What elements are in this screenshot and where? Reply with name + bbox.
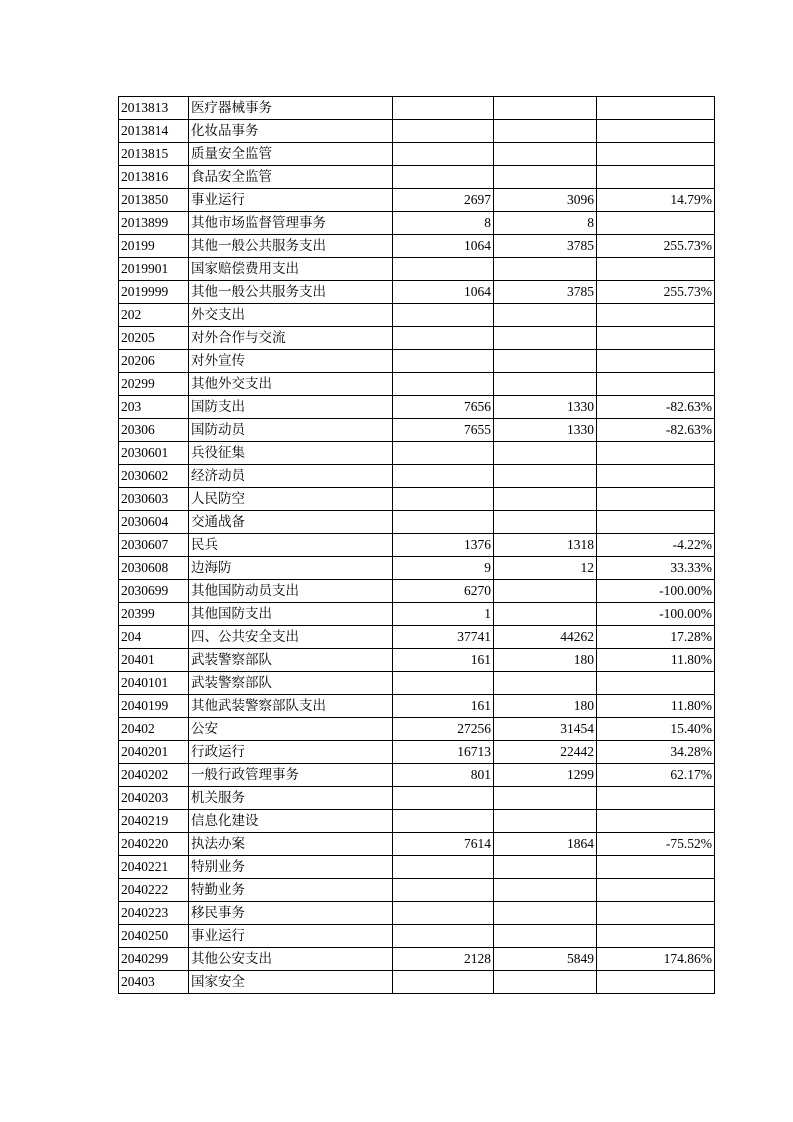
code-cell: 2040202 — [119, 764, 189, 787]
current-amount-cell — [494, 580, 597, 603]
current-amount-cell — [494, 902, 597, 925]
prior-amount-cell: 6270 — [393, 580, 494, 603]
current-amount-cell: 180 — [494, 695, 597, 718]
table-row — [119, 695, 715, 718]
code-cell: 20299 — [119, 373, 189, 396]
change-percent-cell: -82.63% — [597, 419, 715, 442]
prior-amount-cell — [393, 925, 494, 948]
code-cell: 2030699 — [119, 580, 189, 603]
current-amount-cell: 8 — [494, 212, 597, 235]
item-name-cell: 特别业务 — [189, 856, 393, 879]
item-name-cell: 人民防空 — [189, 488, 393, 511]
item-name-cell: 国家安全 — [189, 971, 393, 994]
code-cell: 20306 — [119, 419, 189, 442]
current-amount-cell — [494, 856, 597, 879]
code-cell: 2040101 — [119, 672, 189, 695]
prior-amount-cell — [393, 304, 494, 327]
code-cell: 2030607 — [119, 534, 189, 557]
code-cell: 2040223 — [119, 902, 189, 925]
table-row — [119, 442, 715, 465]
item-name-cell: 事业运行 — [189, 925, 393, 948]
table-row — [119, 534, 715, 557]
change-percent-cell — [597, 97, 715, 120]
change-percent-cell — [597, 373, 715, 396]
prior-amount-cell: 27256 — [393, 718, 494, 741]
code-cell: 20199 — [119, 235, 189, 258]
prior-amount-cell — [393, 373, 494, 396]
prior-amount-cell — [393, 810, 494, 833]
item-name-cell: 四、公共安全支出 — [189, 626, 393, 649]
change-percent-cell: -82.63% — [597, 396, 715, 419]
item-name-cell: 国防支出 — [189, 396, 393, 419]
current-amount-cell: 12 — [494, 557, 597, 580]
prior-amount-cell — [393, 143, 494, 166]
change-percent-cell — [597, 465, 715, 488]
change-percent-cell: 11.80% — [597, 649, 715, 672]
item-name-cell: 其他公安支出 — [189, 948, 393, 971]
table-row — [119, 718, 715, 741]
table-row — [119, 925, 715, 948]
current-amount-cell: 3785 — [494, 235, 597, 258]
code-cell: 2030603 — [119, 488, 189, 511]
item-name-cell: 信息化建设 — [189, 810, 393, 833]
current-amount-cell — [494, 971, 597, 994]
table-row — [119, 465, 715, 488]
code-cell: 2040199 — [119, 695, 189, 718]
item-name-cell: 食品安全监管 — [189, 166, 393, 189]
table-row — [119, 879, 715, 902]
item-name-cell: 其他一般公共服务支出 — [189, 235, 393, 258]
change-percent-cell — [597, 212, 715, 235]
table-row — [119, 304, 715, 327]
code-cell: 2030601 — [119, 442, 189, 465]
code-cell: 2040221 — [119, 856, 189, 879]
change-percent-cell — [597, 879, 715, 902]
code-cell: 2040219 — [119, 810, 189, 833]
current-amount-cell: 22442 — [494, 741, 597, 764]
change-percent-cell: 14.79% — [597, 189, 715, 212]
current-amount-cell — [494, 511, 597, 534]
table-row — [119, 626, 715, 649]
prior-amount-cell — [393, 971, 494, 994]
item-name-cell: 质量安全监管 — [189, 143, 393, 166]
item-name-cell: 化妆品事务 — [189, 120, 393, 143]
current-amount-cell: 3096 — [494, 189, 597, 212]
change-percent-cell: 33.33% — [597, 557, 715, 580]
code-cell: 204 — [119, 626, 189, 649]
prior-amount-cell — [393, 350, 494, 373]
item-name-cell: 交通战备 — [189, 511, 393, 534]
table-row — [119, 166, 715, 189]
current-amount-cell — [494, 603, 597, 626]
item-name-cell: 公安 — [189, 718, 393, 741]
code-cell: 20206 — [119, 350, 189, 373]
table-row — [119, 327, 715, 350]
current-amount-cell — [494, 879, 597, 902]
change-percent-cell — [597, 120, 715, 143]
item-name-cell: 兵役征集 — [189, 442, 393, 465]
current-amount-cell — [494, 465, 597, 488]
change-percent-cell — [597, 511, 715, 534]
change-percent-cell — [597, 488, 715, 511]
table-row — [119, 580, 715, 603]
table-row — [119, 419, 715, 442]
item-name-cell: 对外宣传 — [189, 350, 393, 373]
prior-amount-cell: 8 — [393, 212, 494, 235]
current-amount-cell: 1299 — [494, 764, 597, 787]
change-percent-cell — [597, 442, 715, 465]
table-row — [119, 902, 715, 925]
table-row — [119, 235, 715, 258]
code-cell: 2019999 — [119, 281, 189, 304]
item-name-cell: 特勤业务 — [189, 879, 393, 902]
table-row — [119, 787, 715, 810]
item-name-cell: 外交支出 — [189, 304, 393, 327]
item-name-cell: 机关服务 — [189, 787, 393, 810]
table-row — [119, 189, 715, 212]
code-cell: 2013815 — [119, 143, 189, 166]
code-cell: 2040201 — [119, 741, 189, 764]
change-percent-cell: 62.17% — [597, 764, 715, 787]
item-name-cell: 其他国防支出 — [189, 603, 393, 626]
change-percent-cell — [597, 143, 715, 166]
code-cell: 202 — [119, 304, 189, 327]
code-cell: 20402 — [119, 718, 189, 741]
change-percent-cell — [597, 258, 715, 281]
item-name-cell: 医疗器械事务 — [189, 97, 393, 120]
prior-amount-cell — [393, 120, 494, 143]
code-cell: 2013814 — [119, 120, 189, 143]
code-cell: 2040299 — [119, 948, 189, 971]
prior-amount-cell: 2697 — [393, 189, 494, 212]
change-percent-cell: -75.52% — [597, 833, 715, 856]
current-amount-cell — [494, 810, 597, 833]
change-percent-cell — [597, 925, 715, 948]
current-amount-cell — [494, 373, 597, 396]
current-amount-cell: 1330 — [494, 419, 597, 442]
table-row — [119, 373, 715, 396]
prior-amount-cell: 161 — [393, 649, 494, 672]
change-percent-cell — [597, 304, 715, 327]
code-cell: 2030608 — [119, 557, 189, 580]
table-row — [119, 833, 715, 856]
change-percent-cell: -4.22% — [597, 534, 715, 557]
current-amount-cell: 1318 — [494, 534, 597, 557]
current-amount-cell: 5849 — [494, 948, 597, 971]
current-amount-cell — [494, 304, 597, 327]
change-percent-cell — [597, 166, 715, 189]
change-percent-cell: 174.86% — [597, 948, 715, 971]
prior-amount-cell — [393, 166, 494, 189]
prior-amount-cell: 1376 — [393, 534, 494, 557]
change-percent-cell: 15.40% — [597, 718, 715, 741]
code-cell: 20403 — [119, 971, 189, 994]
prior-amount-cell: 7614 — [393, 833, 494, 856]
code-cell: 2013813 — [119, 97, 189, 120]
item-name-cell: 其他市场监督管理事务 — [189, 212, 393, 235]
item-name-cell: 移民事务 — [189, 902, 393, 925]
code-cell: 2019901 — [119, 258, 189, 281]
current-amount-cell — [494, 488, 597, 511]
item-name-cell: 一般行政管理事务 — [189, 764, 393, 787]
prior-amount-cell — [393, 856, 494, 879]
table-row — [119, 281, 715, 304]
current-amount-cell — [494, 350, 597, 373]
item-name-cell: 边海防 — [189, 557, 393, 580]
prior-amount-cell: 1064 — [393, 281, 494, 304]
table-row — [119, 948, 715, 971]
prior-amount-cell — [393, 672, 494, 695]
table-row — [119, 350, 715, 373]
table-body — [119, 97, 715, 994]
item-name-cell: 事业运行 — [189, 189, 393, 212]
current-amount-cell: 180 — [494, 649, 597, 672]
table-row — [119, 649, 715, 672]
table-row — [119, 97, 715, 120]
prior-amount-cell — [393, 879, 494, 902]
prior-amount-cell — [393, 511, 494, 534]
prior-amount-cell: 7655 — [393, 419, 494, 442]
table-row — [119, 971, 715, 994]
prior-amount-cell — [393, 465, 494, 488]
code-cell: 2030604 — [119, 511, 189, 534]
change-percent-cell: 255.73% — [597, 235, 715, 258]
item-name-cell: 武装警察部队 — [189, 672, 393, 695]
current-amount-cell — [494, 143, 597, 166]
prior-amount-cell — [393, 97, 494, 120]
prior-amount-cell — [393, 327, 494, 350]
change-percent-cell — [597, 327, 715, 350]
change-percent-cell: 34.28% — [597, 741, 715, 764]
prior-amount-cell: 1064 — [393, 235, 494, 258]
current-amount-cell — [494, 787, 597, 810]
code-cell: 2040220 — [119, 833, 189, 856]
change-percent-cell — [597, 672, 715, 695]
current-amount-cell: 3785 — [494, 281, 597, 304]
code-cell: 2040222 — [119, 879, 189, 902]
code-cell: 2040203 — [119, 787, 189, 810]
change-percent-cell — [597, 810, 715, 833]
current-amount-cell — [494, 258, 597, 281]
code-cell: 2013899 — [119, 212, 189, 235]
table-row — [119, 143, 715, 166]
current-amount-cell — [494, 327, 597, 350]
table-row — [119, 396, 715, 419]
table-row — [119, 557, 715, 580]
prior-amount-cell: 16713 — [393, 741, 494, 764]
code-cell: 2030602 — [119, 465, 189, 488]
change-percent-cell — [597, 902, 715, 925]
item-name-cell: 武装警察部队 — [189, 649, 393, 672]
code-cell: 20205 — [119, 327, 189, 350]
table-row — [119, 764, 715, 787]
code-cell: 2040250 — [119, 925, 189, 948]
current-amount-cell — [494, 166, 597, 189]
current-amount-cell: 31454 — [494, 718, 597, 741]
change-percent-cell — [597, 787, 715, 810]
code-cell: 2013850 — [119, 189, 189, 212]
current-amount-cell — [494, 97, 597, 120]
table-row — [119, 810, 715, 833]
change-percent-cell: 255.73% — [597, 281, 715, 304]
prior-amount-cell — [393, 787, 494, 810]
prior-amount-cell — [393, 258, 494, 281]
item-name-cell: 行政运行 — [189, 741, 393, 764]
code-cell: 20401 — [119, 649, 189, 672]
prior-amount-cell: 1 — [393, 603, 494, 626]
code-cell: 20399 — [119, 603, 189, 626]
prior-amount-cell: 9 — [393, 557, 494, 580]
current-amount-cell — [494, 442, 597, 465]
item-name-cell: 其他国防动员支出 — [189, 580, 393, 603]
table-row — [119, 120, 715, 143]
item-name-cell: 其他外交支出 — [189, 373, 393, 396]
item-name-cell: 对外合作与交流 — [189, 327, 393, 350]
current-amount-cell — [494, 925, 597, 948]
item-name-cell: 其他武装警察部队支出 — [189, 695, 393, 718]
change-percent-cell — [597, 856, 715, 879]
change-percent-cell — [597, 350, 715, 373]
prior-amount-cell — [393, 442, 494, 465]
table-row — [119, 741, 715, 764]
prior-amount-cell: 7656 — [393, 396, 494, 419]
prior-amount-cell — [393, 902, 494, 925]
current-amount-cell — [494, 672, 597, 695]
change-percent-cell: -100.00% — [597, 603, 715, 626]
prior-amount-cell: 37741 — [393, 626, 494, 649]
current-amount-cell: 1864 — [494, 833, 597, 856]
current-amount-cell: 44262 — [494, 626, 597, 649]
table-row — [119, 511, 715, 534]
table-row — [119, 212, 715, 235]
table-row — [119, 856, 715, 879]
prior-amount-cell — [393, 488, 494, 511]
change-percent-cell: 11.80% — [597, 695, 715, 718]
change-percent-cell: 17.28% — [597, 626, 715, 649]
budget-expenditure-table — [118, 96, 715, 994]
item-name-cell: 国家赔偿费用支出 — [189, 258, 393, 281]
table-row — [119, 258, 715, 281]
prior-amount-cell: 2128 — [393, 948, 494, 971]
table-row — [119, 672, 715, 695]
prior-amount-cell: 801 — [393, 764, 494, 787]
item-name-cell: 国防动员 — [189, 419, 393, 442]
table-row — [119, 603, 715, 626]
current-amount-cell: 1330 — [494, 396, 597, 419]
item-name-cell: 其他一般公共服务支出 — [189, 281, 393, 304]
change-percent-cell: -100.00% — [597, 580, 715, 603]
item-name-cell: 执法办案 — [189, 833, 393, 856]
prior-amount-cell: 161 — [393, 695, 494, 718]
item-name-cell: 民兵 — [189, 534, 393, 557]
code-cell: 203 — [119, 396, 189, 419]
code-cell: 2013816 — [119, 166, 189, 189]
item-name-cell: 经济动员 — [189, 465, 393, 488]
change-percent-cell — [597, 971, 715, 994]
table-row — [119, 488, 715, 511]
current-amount-cell — [494, 120, 597, 143]
